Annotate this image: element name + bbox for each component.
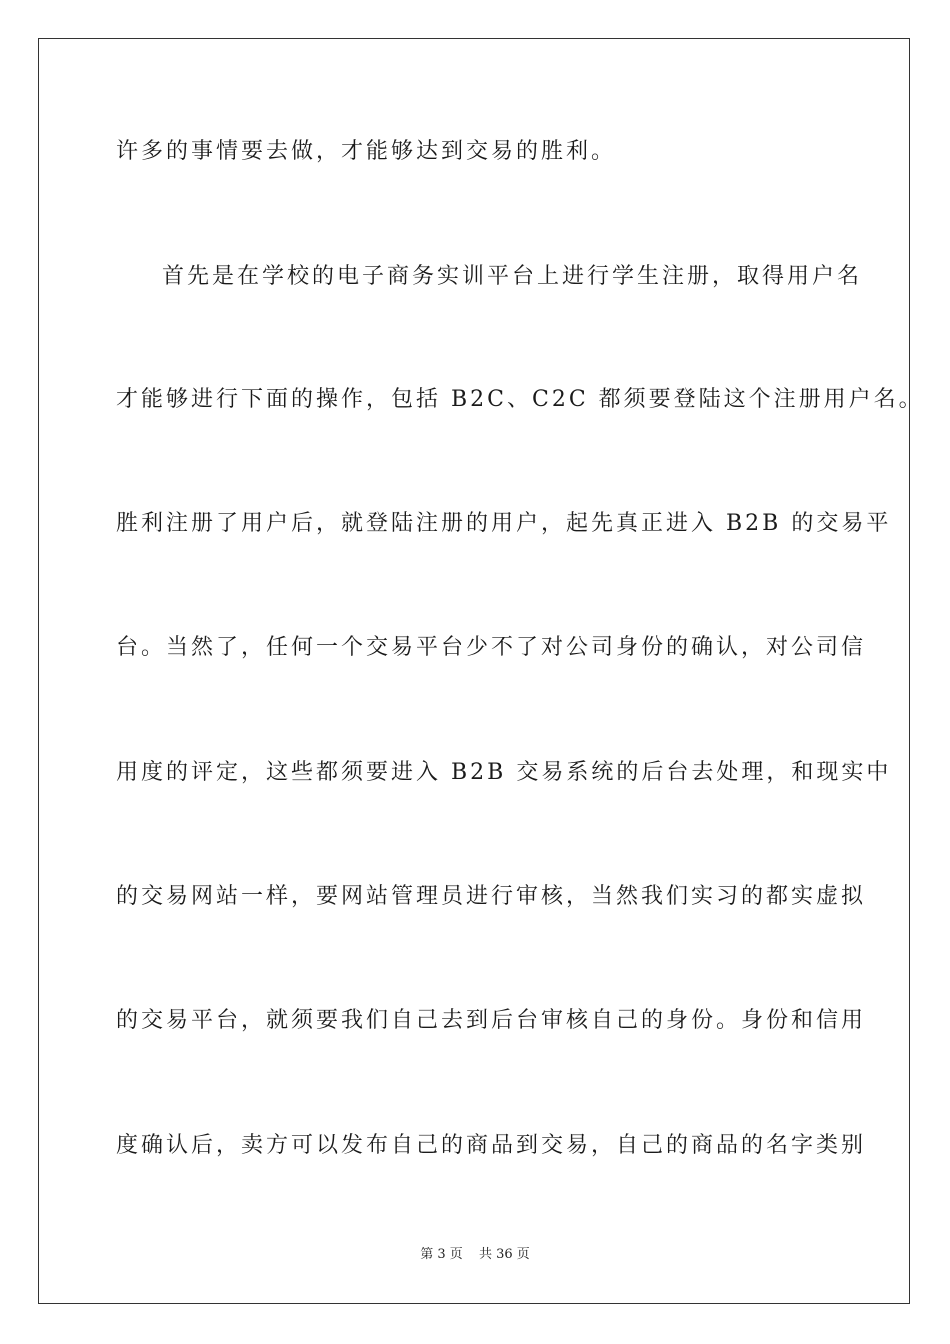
text-line-8: 的交易平台，就须要我们自己去到后台审核自己的身份。身份和信用 [116, 1008, 867, 1033]
page-number: 第 3 页 [420, 1247, 463, 1262]
paragraph-start-line: 首先是在学校的电子商务实训平台上进行学生注册，取得用户名 [162, 264, 863, 289]
page-border [38, 38, 910, 1304]
text-line-3: 才能够进行下面的操作，包括 B2C、C2C 都须要登陆这个注册用户名。 [116, 387, 924, 412]
page-total: 共 36 页 [478, 1247, 530, 1262]
text-line-1: 许多的事情要去做，才能够达到交易的胜利。 [116, 139, 617, 164]
page-footer [0, 1243, 950, 1262]
text-line-4: 胜利注册了用户后，就登陆注册的用户，起先真正进入 B2B 的交易平 [116, 511, 892, 536]
text-line-6: 用度的评定，这些都须要进入 B2B 交易系统的后台去处理，和现实中 [116, 760, 892, 785]
text-line-9: 度确认后，卖方可以发布自己的商品到交易，自己的商品的名字类别 [116, 1133, 867, 1158]
text-line-5: 台。当然了，任何一个交易平台少不了对公司身份的确认，对公司信 [116, 635, 867, 660]
text-line-7: 的交易网站一样，要网站管理员进行审核，当然我们实习的都实虚拟 [116, 884, 867, 909]
